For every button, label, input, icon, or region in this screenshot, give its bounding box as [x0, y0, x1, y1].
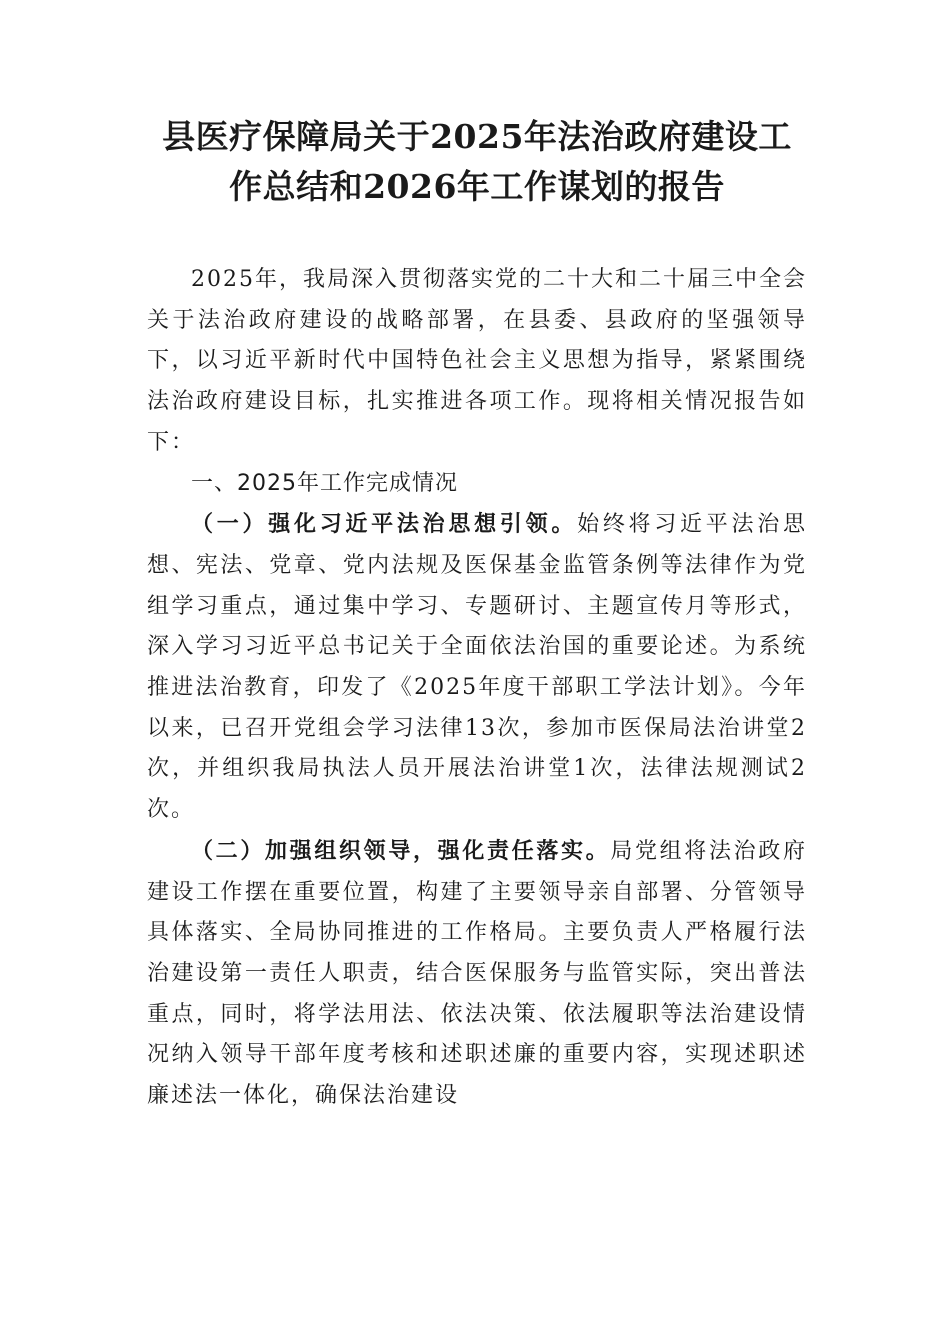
document-page — [147, 112, 807, 1117]
item-1-paragraph — [147, 504, 807, 831]
item-1-lead: （一）强化习近平法治思想引领。 — [191, 511, 578, 538]
title-line-1: 县医疗保障局关于2025年法治政府建设工 — [162, 117, 792, 156]
item-2-lead: （二）加强组织领导，强化责任落实。 — [191, 837, 611, 864]
item-1-body: 始终将习近平法治思想、宪法、党章、党内法规及医保基金监管条例等法律作为党组学习重点，通过集中学习、专题研讨、主题宣传月等形式，深入学习习近平总书记关于全面依法治国的重要论述。为系统推进法治教育，印发了《2025年度干部职工学法计划》。今年以来，已召开党组会学习法律13次，参加市医保局法治讲堂2次，并组织我局执法人员开展法治讲堂1次，法律法规测试2次。 — [147, 512, 807, 823]
item-2-paragraph — [147, 831, 807, 1117]
item-2-body: 局党组将法治政府建设工作摆在重要位置，构建了主要领导亲自部署、分管领导具体落实、全局协同推进的工作格局。主要负责人严格履行法治建设第一责任人职责，结合医保服务与监管实际，突出普法重点，同时，将学法用法、依法决策、依法履职等法治建设情况纳入领导干部年度考核和述职述廉的重要内容，实现述职述廉述法一体化，确保法治建设 — [147, 838, 807, 1109]
title-line-2: 作总结和2026年工作谋划的报告 — [229, 167, 725, 206]
document-body — [147, 260, 807, 1117]
intro-paragraph: 2025年，我局深入贯彻落实党的二十大和二十届三中全会关于法治政府建设的战略部署，在县委、县政府的坚强领导下，以习近平新时代中国特色社会主义思想为指导，紧紧围绕法治政府建设目标，扎实推进各项工作。现将相关情况报告如下： — [147, 267, 807, 455]
section-heading-1: 一、2025年工作完成情况 — [191, 470, 458, 496]
document-title — [147, 112, 807, 212]
